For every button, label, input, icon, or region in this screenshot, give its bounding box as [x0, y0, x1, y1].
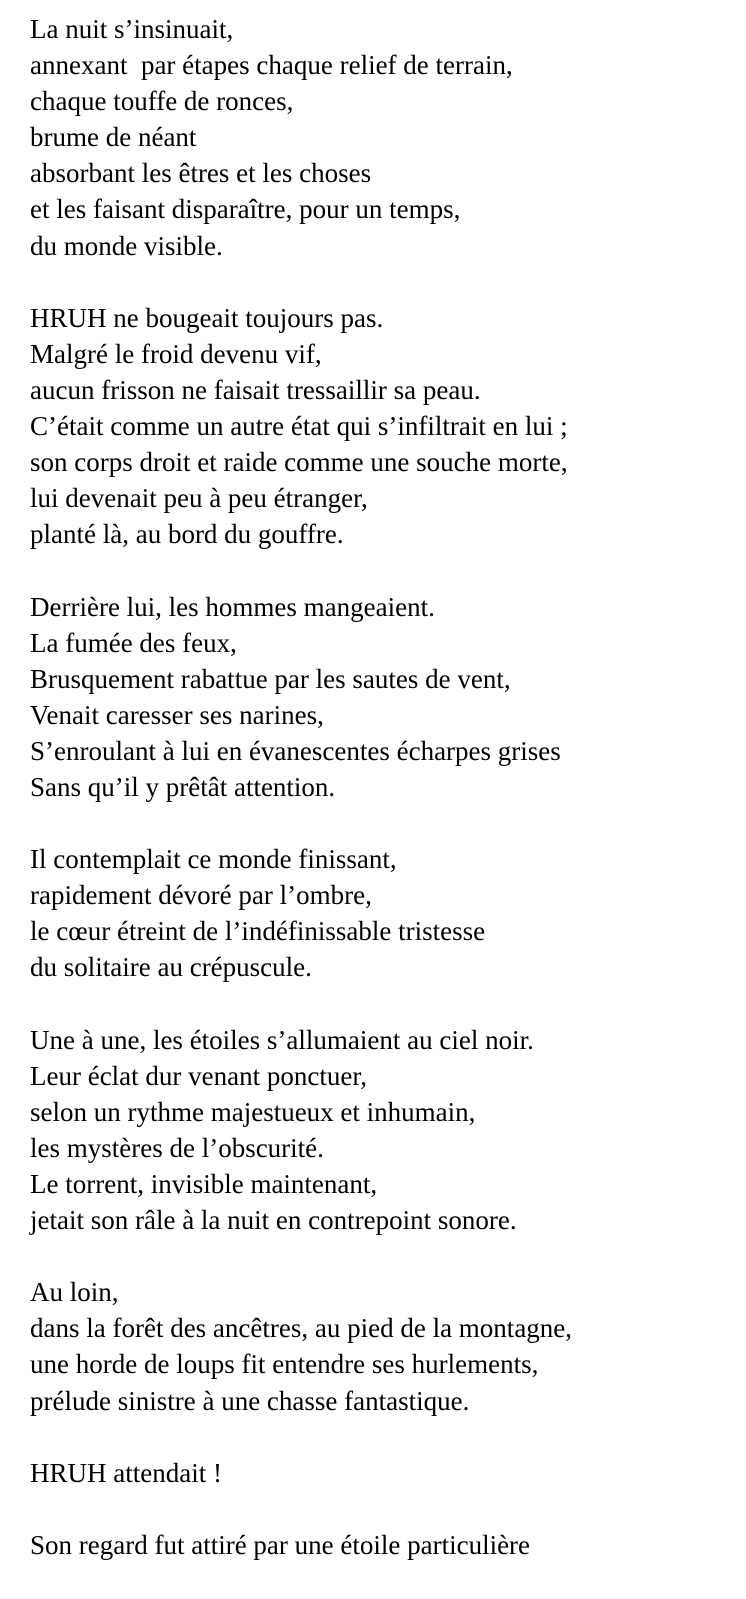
poem-line: le cœur étreint de l’indéfinissable tristesse	[30, 916, 486, 947]
poem-line: rapidement dévoré par l’ombre,	[30, 880, 372, 911]
poem-line: du solitaire au crépuscule.	[30, 952, 312, 983]
poem-line: Brusquement rabattue par les sautes de vent,	[30, 663, 511, 694]
poem-line: Derrière lui, les hommes mangeaient.	[30, 591, 435, 622]
poem-line: selon un rythme majestueux et inhumain,	[30, 1096, 476, 1127]
poem-line: HRUH ne bougeait toujours pas.	[30, 302, 384, 333]
stanza-3	[30, 589, 730, 806]
poem-line: Venait caresser ses narines,	[30, 699, 324, 730]
poem-line: chaque touffe de ronces,	[30, 86, 294, 117]
poem-line: Son regard fut attiré par une étoile particulière	[30, 1529, 531, 1560]
poem-line: HRUH attendait !	[30, 1457, 222, 1488]
poem-line: prélude sinistre à une chasse fantastique.	[30, 1385, 470, 1416]
poem-line: jetait son râle à la nuit en contrepoint sonore.	[30, 1205, 517, 1236]
poem-line: les mystères de l’obscurité.	[30, 1132, 324, 1163]
poem-line: et les faisant disparaître, pour un temps,	[30, 194, 461, 225]
stanza-2	[30, 300, 730, 553]
poem-line: La fumée des feux,	[30, 627, 237, 658]
poem-line: Il contemplait ce monde finissant,	[30, 844, 397, 875]
poem-line: absorbant les êtres et les choses	[30, 158, 372, 189]
poem-text	[30, 11, 730, 1599]
poem-line: Le torrent, invisible maintenant,	[30, 1169, 378, 1199]
stanza-1	[30, 11, 730, 264]
poem-line: du monde visible.	[30, 230, 223, 261]
poem-line: Sans qu’il y prêtât attention.	[30, 771, 336, 802]
poem-line: dans la forêt des ancêtres, au pied de la montagne,	[30, 1313, 573, 1344]
poem-line: lui devenait peu à peu étranger,	[30, 483, 368, 514]
stanza-7	[30, 1455, 730, 1491]
poem-line: planté là, au bord du gouffre.	[30, 519, 344, 550]
poem-line: La nuit s’insinuait,	[30, 14, 234, 44]
stanza-6	[30, 1274, 730, 1418]
poem-line: C’était comme un autre état qui s’infiltrait en lui ;	[30, 411, 568, 442]
poem-line: Une à une, les étoiles s’allumaient au ciel noir.	[30, 1024, 534, 1055]
poem-line: brume de néant	[30, 122, 197, 153]
stanza-5	[30, 1022, 730, 1239]
stanza-8	[30, 1527, 730, 1563]
poem-line: Leur éclat dur venant ponctuer,	[30, 1060, 368, 1091]
poem-line: une horde de loups fit entendre ses hurlements,	[30, 1349, 539, 1380]
poem-line: annexant par étapes chaque relief de terrain,	[30, 50, 513, 81]
poem-line: aucun frisson ne faisait tressaillir sa peau.	[30, 374, 481, 405]
poem-line: son corps droit et raide comme une souche morte,	[30, 447, 568, 478]
poem-line: Au loin,	[30, 1277, 119, 1308]
stanza-4	[30, 841, 730, 985]
poem-line: Malgré le froid devenu vif,	[30, 338, 322, 369]
poem-line: S’enroulant à lui en évanescentes écharpes grises	[30, 735, 561, 766]
